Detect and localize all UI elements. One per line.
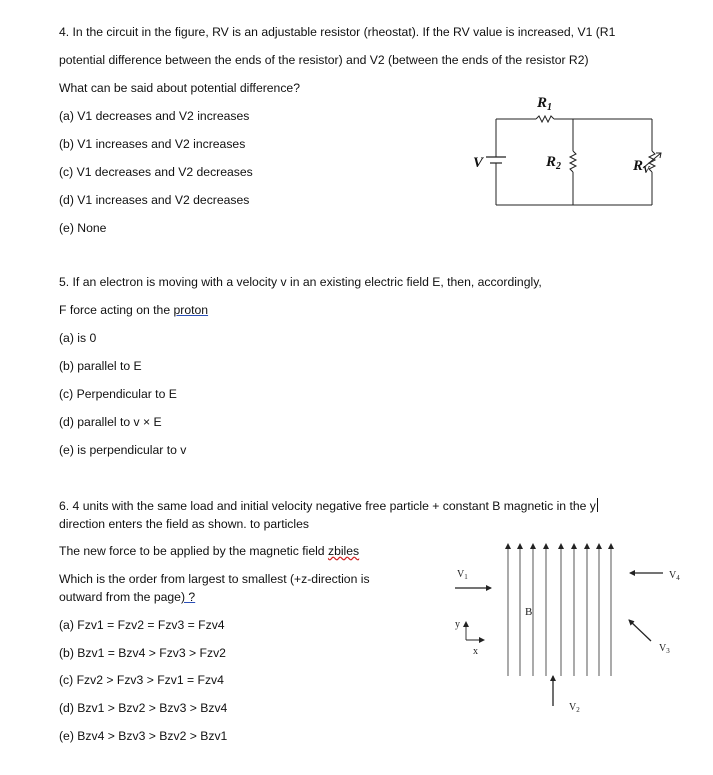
q6-option-c: (c) Fzv2 > Fzv3 > Fzv1 = Fzv4 — [59, 673, 224, 687]
q5-option-a: (a) is 0 — [59, 331, 97, 345]
q6-option-a: (a) Fzv1 = Fzv2 = Fzv3 = Fzv4 — [59, 618, 225, 632]
q6-stem-line-1[interactable]: 6. 4 units with the same load and initial velocity negative free particle + constant B magnetic in the y — [59, 499, 596, 513]
q4-option-a: (a) V1 decreases and V2 increases — [59, 109, 250, 123]
q4-stem-line-3: What can be said about potential difference? — [59, 81, 300, 95]
q5-option-e: (e) is perpendicular to v — [59, 443, 187, 457]
q4-option-d: (d) V1 increases and V2 decreases — [59, 193, 250, 207]
q5-option-b: (b) parallel to E — [59, 359, 142, 373]
q5-stem-line-2: F force acting on the proton — [59, 303, 209, 317]
q4-stem-line-1: 4. In the circuit in the figure, RV is an adjustable resistor (rheostat). If the RV value is increased, V1 (R1 — [59, 25, 616, 39]
q6-order-line-1: Which is the order from largest to smallest (+z-direction is — [59, 572, 370, 586]
q6-option-e: (e) Bzv4 > Bzv3 > Bzv2 > Bzv1 — [59, 729, 228, 743]
q6-stem-line-2: direction enters the field as shown. to particles — [59, 517, 309, 531]
q4-option-b: (b) V1 increases and V2 increases — [59, 137, 246, 151]
r2-label: R — [546, 154, 557, 170]
q5-option-c: (c) Perpendicular to E — [59, 387, 177, 401]
misspelled-word[interactable]: zbiles — [327, 544, 360, 558]
svg-text:R1: $R_1$ — [537, 95, 553, 113]
r1-label: R — [537, 95, 548, 111]
rv-label: R — [633, 158, 644, 174]
v3-arrow — [629, 620, 651, 641]
svg-text:V1: $V_1$ — [457, 569, 468, 581]
proton-link[interactable]: proton — [173, 303, 209, 317]
xy-axes — [466, 622, 484, 640]
v2-label: V — [569, 702, 577, 713]
svg-text:V3: $V_3$ — [659, 643, 670, 655]
svg-text:RV: $R_V$ — [633, 158, 650, 176]
svg-text:R2: $R_2$ — [546, 154, 562, 172]
v3-label: V — [659, 643, 667, 654]
svg-text:V2: $V_2$ — [569, 702, 580, 714]
source-label: V — [473, 155, 484, 171]
q6-option-d: (d) Bzv1 > Bzv2 > Bzv3 > Bzv4 — [59, 701, 228, 715]
q4-option-e: (e) None — [59, 221, 107, 235]
q5-option-d: (d) parallel to v × E — [59, 415, 162, 429]
y-axis-label: y — [455, 619, 460, 630]
svg-text:V4: $V_4$ — [669, 570, 680, 582]
b-field-label: B — [525, 606, 533, 618]
q4-stem-line-2: potential difference between the ends of the resistor) and V2 (between the ends of the resistor R2) — [59, 53, 589, 67]
q6-force-line: The new force to be applied by the magnetic field zbiles — [59, 544, 360, 558]
q6-order-line-2: outward from the page) ? — [59, 590, 196, 604]
v1-label: V — [457, 569, 465, 580]
q6-option-b: (b) Bzv1 = Bzv4 > Fzv3 > Fzv2 — [59, 646, 226, 660]
x-axis-label: x — [473, 646, 478, 657]
q5-stem-line-1: 5. If an electron is moving with a velocity v in an existing electric field E, then, accordingly, — [59, 275, 542, 289]
v4-label: V — [669, 570, 677, 581]
field-lines — [508, 544, 611, 676]
q4-option-c: (c) V1 decreases and V2 decreases — [59, 165, 253, 179]
